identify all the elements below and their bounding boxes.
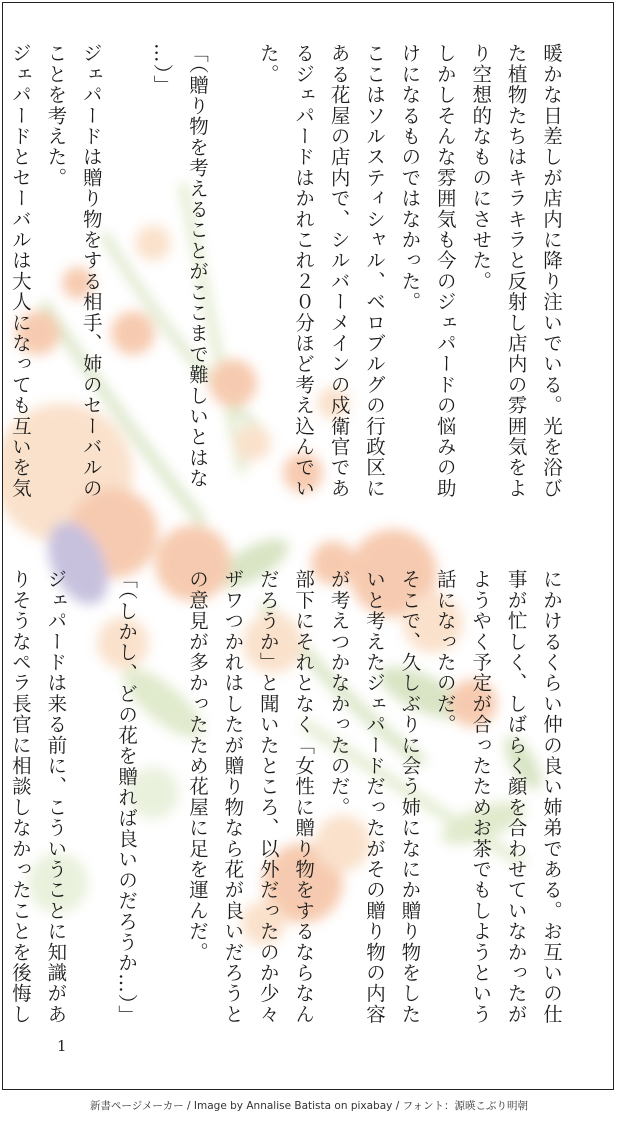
body-text-lower: にかけるくらい仲の良い姉弟である。お互いの仕 事が忙しく、しばらく顔を合わせていなかったが ようやく予定が合ったためお茶でもしようという 話になったのだ。 そこで、久しぶりに会う姉になにか贈り物をした いと考えたジェパードだったがその贈り物の内容 が考えつかなかったのだ。 部下にそれとなく「女性に贈り物をするならなん だろうか」と聞いたところ、以外だったのか少々 ザワつかれはしたが贈り物なら花が良いだろうと の意見が多かったため花屋に足を運んだ。 「（しかし、どの花を贈れば良いのだろうか…）」 ジェパードは来る前に、こういうことに知識があ りそうなペラ長官に相談しなかったことを後悔し: [8, 569, 563, 1026]
body-text-upper: 暖かな日差しが店内に降り注いでいる。光を浴び た植物たちはキラキラと反射し店内の雰囲気をよ り空想的なものにさせた。 しかしそんな雰囲気も今のジェパードの悩みの助 けになるものではなかった。 ここはソルスティシャル、ベロブルグの行政区に ある花屋の店内で、シルバーメインの戍衛官であ るジェパードはかれこれ２０分ほど考え込んでい た。 「（贈り物を考えることがここまで難しいとはな …）」 ジェパードは贈り物をする相手、姉のセーバルの ことを考えた。 ジェパードとセーバルは大人になっても互いを気: [8, 43, 563, 499]
page-number: 1: [57, 1037, 67, 1055]
novel-page: [2, 2, 614, 1090]
credit-footer: 新書ページメーカー / Image by Annalise Batista on pixabay / フォント：源暎こぶり明朝: [89, 1100, 529, 1112]
